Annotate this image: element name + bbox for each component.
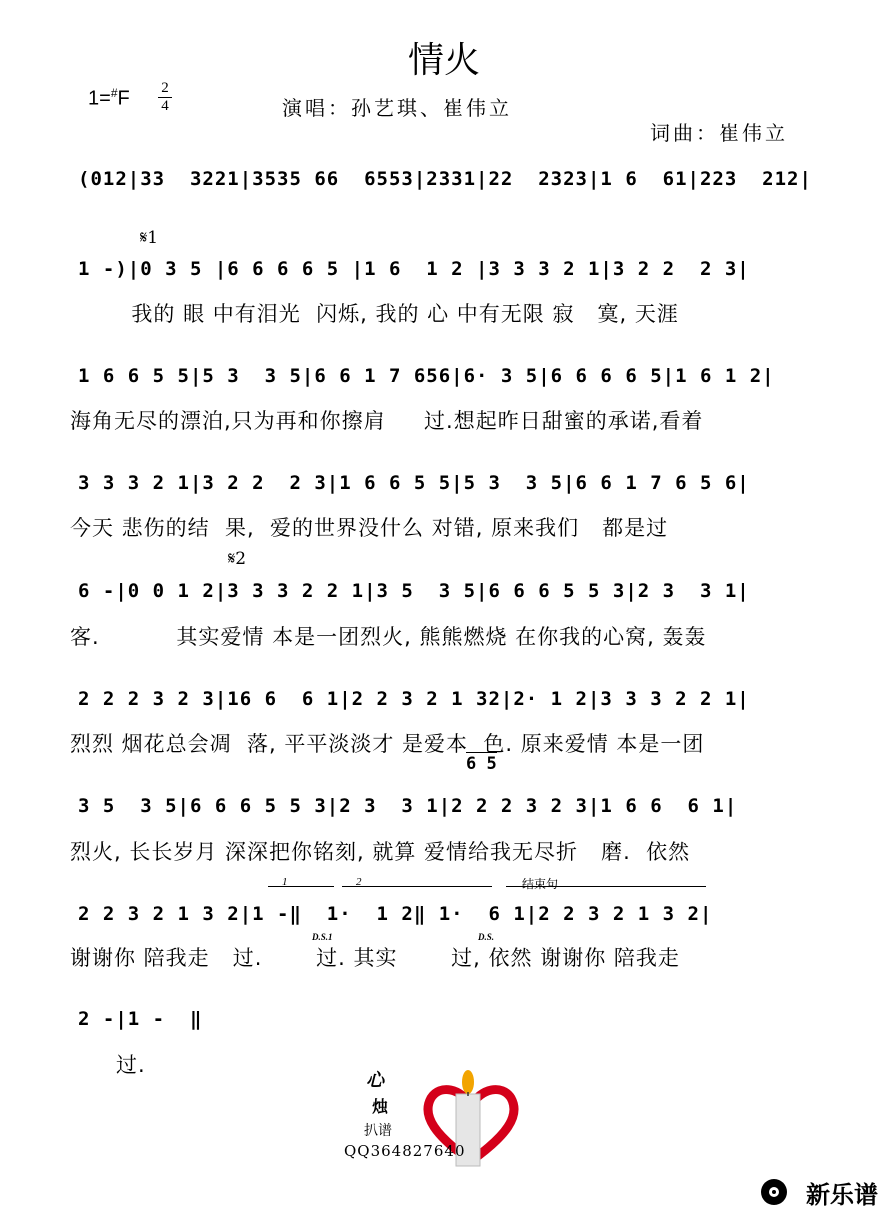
singer-credit: 演唱：孙艺琪、崔伟立 xyxy=(282,96,512,120)
ds2-mark: D.S. xyxy=(478,932,495,942)
ending-1-bracket xyxy=(268,886,334,887)
alternate-notes: 6 5 xyxy=(466,754,497,774)
lyrics-line-4: 今天 悲伤的结 果, 爱的世界没什么 对错, 原来我们 都是过 xyxy=(70,516,669,540)
lyrics-line-7: 烈火, 长长岁月 深深把你铭刻, 就算 爱情给我无尽折 磨. 依然 xyxy=(70,840,691,864)
page-title: 情火 xyxy=(407,40,480,81)
ending-2-label: 2 xyxy=(356,876,362,888)
notation-line-7: 3 5 3 5|6 6 6 5 5 3|2 3 3 1|2 2 2 3 2 3|1 6 6 6 1| xyxy=(78,795,738,817)
credit-line-1: 心 xyxy=(366,1070,384,1091)
lyrics-line-8: 谢谢你 陪我走 过. 过. 其实 过, 依然 谢谢你 陪我走 xyxy=(70,946,680,970)
credit-line-3: 扒谱 xyxy=(364,1123,392,1139)
notation-line-2: 1 -)|0 3 5 |6 6 6 6 5 |1 6 1 2 |3 3 3 2 1|3 2 2 2 3| xyxy=(78,258,750,280)
ds1-mark: D.S.1 xyxy=(312,932,333,942)
time-signature xyxy=(158,80,172,115)
time-signature-bottom: 4 xyxy=(158,97,172,115)
lyrics-line-9: 过. xyxy=(70,1053,146,1077)
lyrics-line-6: 烈烈 烟花总会凋 落, 平平淡淡才 是爱本 色. 原来爱情 本是一团 xyxy=(70,732,705,756)
notation-line-5: 6 -|0 0 1 2|3 3 3 2 2 1|3 5 3 5|6 6 6 5 5 3|2 3 3 1| xyxy=(78,580,750,602)
ending-1-label: 1 xyxy=(282,876,288,888)
segno-2-mark: 𝄋2 xyxy=(228,549,247,569)
credit-qq: QQ364827640 xyxy=(344,1142,466,1160)
key-signature: 1=#F xyxy=(88,86,130,110)
notation-line-1: (012|33 3221|3535 66 6553|2331|22 2323|1 6 61|223 212| xyxy=(78,168,812,190)
composer-credit: 词曲：崔伟立 xyxy=(650,121,788,145)
time-signature-top: 2 xyxy=(161,80,169,96)
lyrics-line-5: 客. 其实爱情 本是一团烈火, 熊熊燃烧 在你我的心窝, 轰轰 xyxy=(70,625,707,649)
segno-1-mark: 𝄋1 xyxy=(140,228,159,248)
notation-line-3: 1 6 6 5 5|5 3 3 5|6 6 1 7 656|6· 3 5|6 6 6 6 5|1 6 1 2| xyxy=(78,365,775,387)
credit-line-2: 烛 xyxy=(372,1097,389,1116)
notation-line-9: 2 -|1 - ‖ xyxy=(78,1008,203,1030)
lyrics-line-3: 海角无尽的漂泊,只为再和你擦肩 过.想起昨日甜蜜的承诺,看着 xyxy=(70,409,704,433)
final-ending-label: 结束句 xyxy=(522,877,559,891)
lyrics-line-2: 我的 眼 中有泪光 闪烁, 我的 心 中有无限 寂 寞, 天涯 xyxy=(70,302,679,326)
ending-2-bracket xyxy=(342,886,492,887)
notation-line-4: 3 3 3 2 1|3 2 2 2 3|1 6 6 5 5|5 3 3 5|6 6 1 7 6 5 6| xyxy=(78,472,750,494)
record-disc-icon xyxy=(760,1178,788,1206)
notation-line-8: 2 2 3 2 1 3 2|1 -‖ 1· 1 2‖ 1· 6 1|2 2 3 2 1 3 2| xyxy=(78,903,713,925)
notation-line-6: 2 2 2 3 2 3|16 6 6 1|2 2 3 2 1 32|2· 1 2|3 3 3 2 2 1| xyxy=(78,688,750,710)
candle-flame xyxy=(462,1070,474,1094)
brand-watermark: 新乐谱 xyxy=(806,1181,878,1209)
